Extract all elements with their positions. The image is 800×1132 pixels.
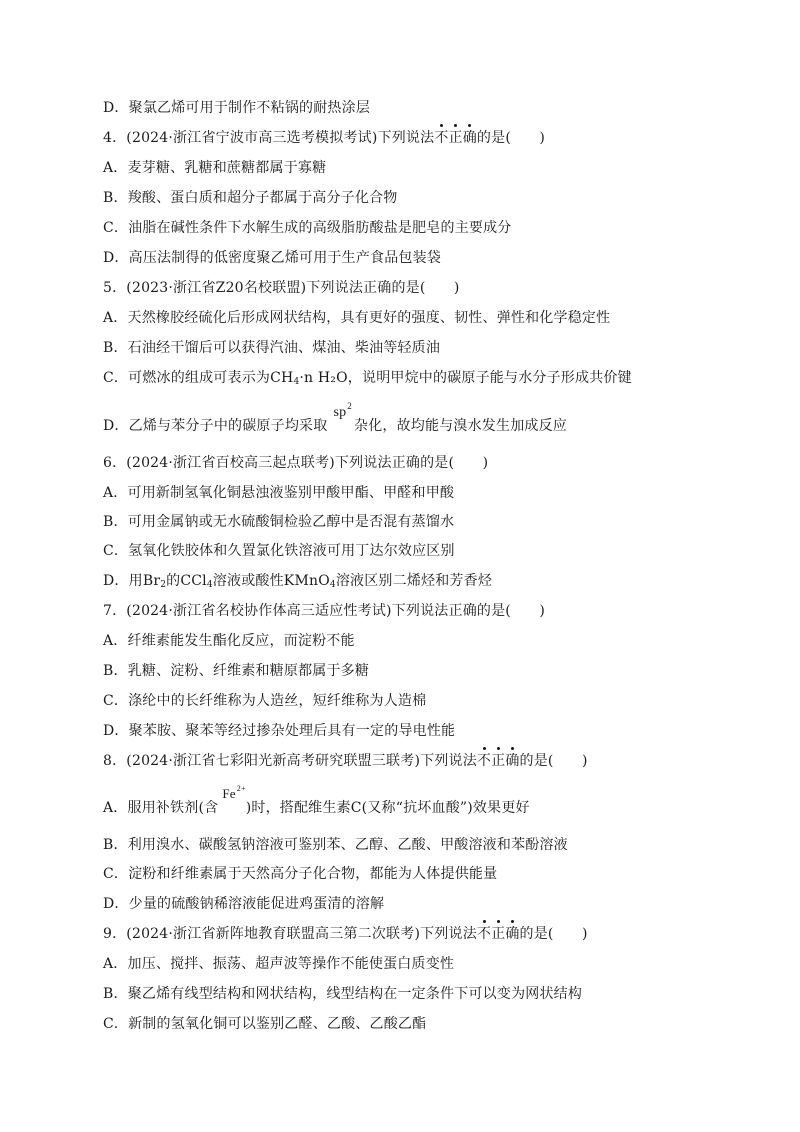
emphasis-dot-char: 确 <box>462 130 477 146</box>
q4-option-b <box>103 188 398 208</box>
q8-option-b <box>103 835 568 855</box>
option-text: A．服用补铁剂(含 <box>103 800 219 816</box>
superscript: 2+ <box>236 784 246 793</box>
q9-option-a <box>103 954 454 974</box>
q4-option-a <box>103 158 326 178</box>
question-text: 的是( ) <box>519 753 588 769</box>
formula-base: Fe <box>222 786 236 801</box>
q9-option-b <box>103 984 582 1004</box>
q3-option-d <box>103 98 370 118</box>
option-text: C．氢氧化铁胶体和久置氯化铁溶液可用丁达尔效应区别 <box>103 543 455 559</box>
q5-option-a <box>103 308 610 328</box>
question-text: 9．(2024·浙江省新阵地教育联盟高三第二次联考)下列说法 <box>103 926 477 942</box>
q6-option-d <box>103 571 492 595</box>
q4-option-d <box>103 248 441 268</box>
q8-stem <box>103 751 588 771</box>
q4-stem <box>103 128 545 148</box>
option-text: C．淀粉和纤维素属于天然高分子化合物，都能为人体提供能量 <box>103 866 498 882</box>
option-text: D．高压法制得的低密度聚乙烯可用于生产食品包装袋 <box>103 250 442 266</box>
option-text: C．涤纶中的长纤维称为人造丝，短纤维称为人造棉 <box>103 693 427 709</box>
emphasis-dot-char: 不 <box>476 753 492 769</box>
option-text: D．聚氯乙烯可用于制作不粘锅的耐热涂层 <box>103 100 371 116</box>
subscript: 4 <box>206 580 213 590</box>
option-text: B．乳糖、淀粉、纤维素和糖原都属于多糖 <box>103 663 370 679</box>
option-text: ·n H₂O，说明甲烷中的碳原子能与水分子形成共价键 <box>299 370 632 386</box>
question-text: 8．(2024·浙江省七彩阳光新高考研究联盟三联考)下列说法 <box>103 753 477 769</box>
option-text: A．天然橡胶经硫化后形成网状结构，具有更好的强度、韧性、弹性和化学稳定性 <box>103 310 611 326</box>
question-text: 7．(2024·浙江省名校协作体高三适应性考试)下列说法正确的是( ) <box>103 603 546 619</box>
q8-option-c <box>103 864 497 884</box>
question-text: 5．(2023·浙江省Z20名校联盟)下列说法正确的是( ) <box>103 280 460 296</box>
option-text: 的CCl <box>166 573 207 589</box>
q4-option-c <box>103 218 512 238</box>
q5-stem <box>103 278 460 298</box>
option-text: D．少量的硫酸钠稀溶液能促进鸡蛋清的溶解 <box>103 896 385 912</box>
formula-base: sp <box>333 405 347 420</box>
emphasis-dot-char: 正 <box>491 926 506 942</box>
option-text: A．加压、搅拌、振荡、超声波等操作不能使蛋白质变性 <box>103 956 455 972</box>
subscript: 2 <box>160 580 167 590</box>
option-text: D．用Br <box>103 573 161 589</box>
option-text: C．新制的氢氧化铜可以鉴别乙醛、乙酸、乙酸乙酯 <box>103 1016 427 1032</box>
q6-option-c <box>103 541 455 561</box>
q7-option-a <box>103 631 355 651</box>
option-text: B．利用溴水、碳酸氢钠溶液可鉴别苯、乙醇、乙酸、甲酸溶液和苯酚溶液 <box>103 837 568 853</box>
option-text: )时，搭配维生素C(又称“抗坏血酸”)效果更好 <box>245 800 530 816</box>
option-text: 溶液或酸性KMnO <box>212 573 330 589</box>
emphasis-dot-char: 正 <box>491 753 506 769</box>
q7-option-d <box>103 721 455 741</box>
option-text: D．乙烯与苯分子中的碳原子均采取 <box>103 418 328 434</box>
option-text: A．纤维素能发生酯化反应，而淀粉不能 <box>103 633 355 649</box>
option-text: D．聚苯胺、聚苯等经过掺杂处理后具有一定的导电性能 <box>103 723 456 739</box>
option-text: B．石油经干馏后可以获得汽油、煤油、柴油等轻质油 <box>103 340 441 356</box>
question-text: 的是( ) <box>519 926 588 942</box>
q7-stem <box>103 601 545 621</box>
question-text: 6．(2024·浙江省百校高三起点联考)下列说法正确的是( ) <box>103 455 489 471</box>
subscript: 4 <box>293 377 300 387</box>
q5-option-d <box>103 401 567 437</box>
option-text: A．可用新制氢氧化铜悬浊液鉴别甲酸甲酯、甲醛和甲酸 <box>103 485 455 501</box>
question-text: 的是( ) <box>476 130 546 146</box>
option-text: A．麦芽糖、乳糖和蔗糖都属于寡糖 <box>103 160 327 176</box>
q7-option-c <box>103 691 426 711</box>
q8-option-a <box>103 784 530 818</box>
option-text: B．聚乙烯有线型结构和网状结构，线型结构在一定条件下可以变为网状结构 <box>103 986 583 1002</box>
q5-option-b <box>103 338 440 358</box>
q8-option-d <box>103 894 384 914</box>
emphasis-dot-char: 确 <box>505 926 520 942</box>
q5-option-c <box>103 368 632 392</box>
q6-option-b <box>103 512 454 532</box>
option-text: B．羧酸、蛋白质和超分子都属于高分子化合物 <box>103 190 398 206</box>
q9-stem <box>103 924 588 944</box>
emphasis-dot-char: 不 <box>476 926 492 942</box>
sp2-formula <box>333 396 352 423</box>
q6-option-a <box>103 483 454 503</box>
emphasis-dot-char: 正 <box>448 130 463 146</box>
q9-option-c <box>103 1014 426 1034</box>
option-text: C．油脂在碱性条件下水解生成的高级脂肪酸盐是肥皂的主要成分 <box>103 220 512 236</box>
emphasis-dot-char: 不 <box>434 130 449 146</box>
question-text: 4．(2024·浙江省宁波市高三选考模拟考试)下列说法 <box>103 130 435 146</box>
q6-stem <box>103 453 488 473</box>
option-text: 杂化，故均能与溴水发生加成反应 <box>354 418 567 434</box>
emphasis-dot-char: 确 <box>505 753 520 769</box>
option-text: B．可用金属钠或无水硫酸铜检验乙醇中是否混有蒸馏水 <box>103 514 455 530</box>
option-text: C．可燃冰的组成可表示为CH <box>103 370 294 386</box>
fe2-formula <box>222 779 245 804</box>
q7-option-b <box>103 661 369 681</box>
superscript: 2 <box>347 401 352 411</box>
subscript: 4 <box>329 580 336 590</box>
option-text: 溶液区别二烯烃和芳香烃 <box>335 573 493 589</box>
